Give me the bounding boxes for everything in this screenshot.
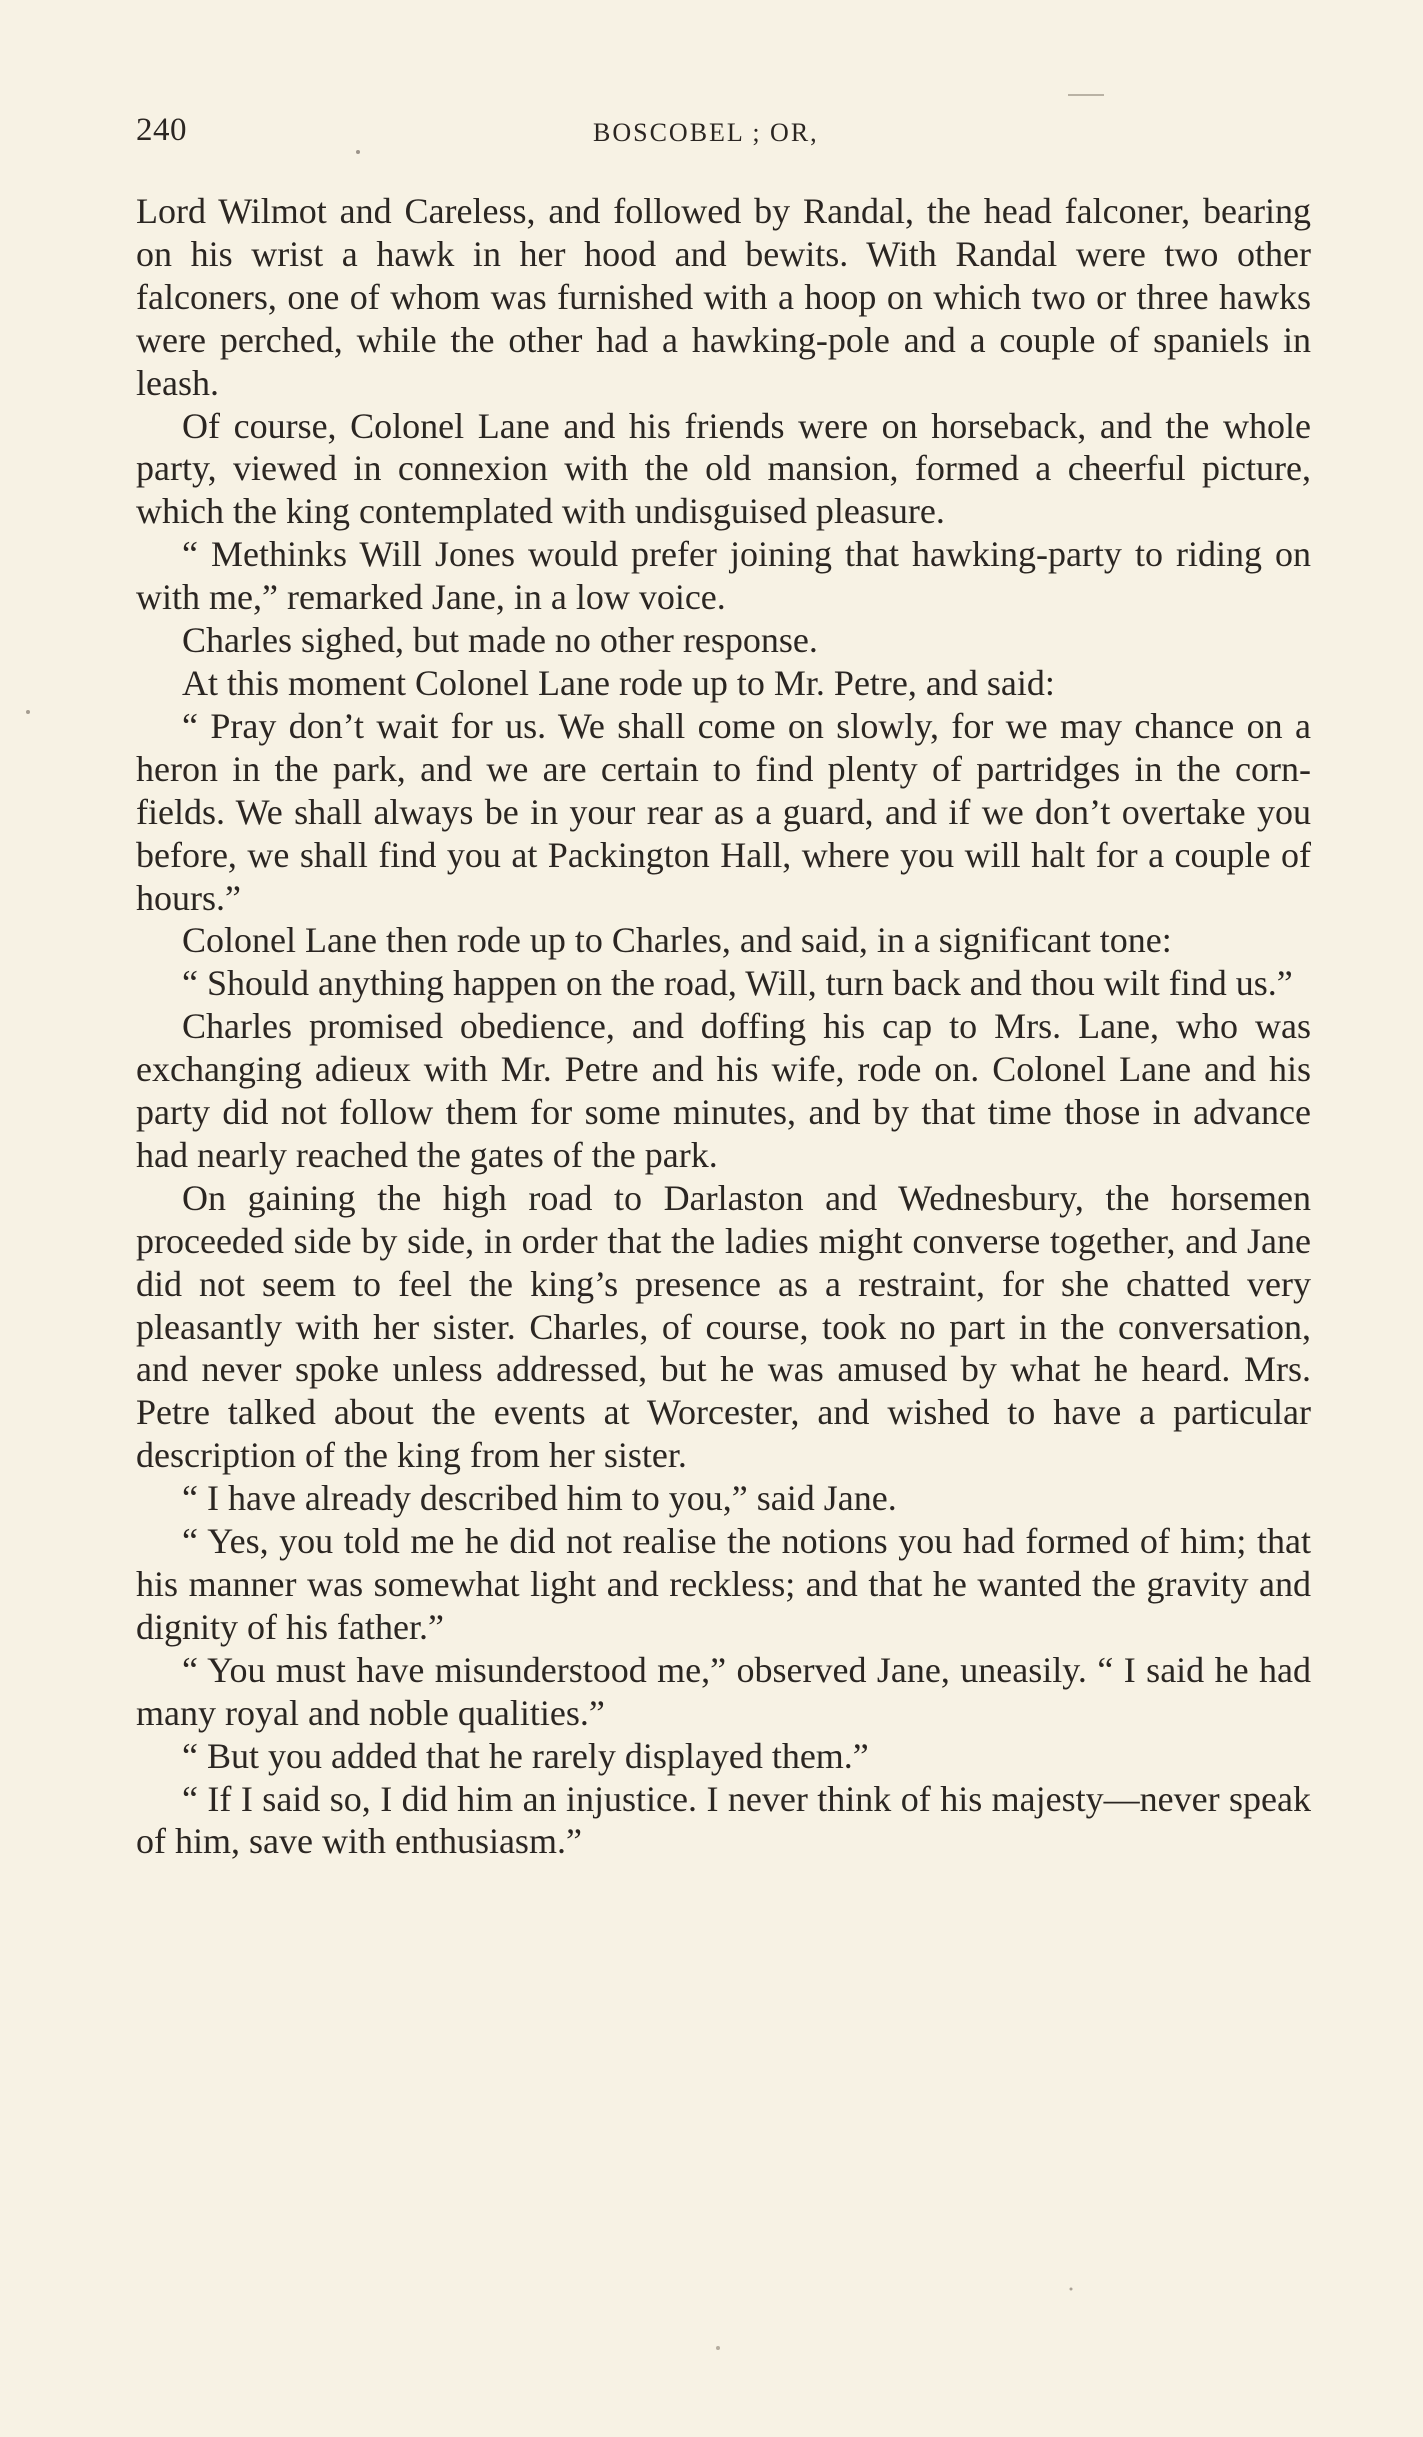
running-title: BOSCOBEL ; OR, [593,118,819,147]
paragraph: “ But you added that he rarely displayed them.” [182,1735,869,1776]
paragraph: “ Methinks Will Jones would prefer joining that hawking-party to riding on with me,” remarked Jane, in a low voice. [136,534,1311,618]
speck-mark [716,2346,720,2350]
paragraph: “ Should anything happen on the road, Will, turn back and thou wilt find us.” [182,963,1293,1004]
paragraph: Colonel Lane then rode up to Charles, and said, in a significant tone: [182,920,1172,961]
paragraph: “ You must have misunderstood me,” observed Jane, uneasily. “ I said he had many royal and noble qualities.” [136,1649,1311,1733]
paragraph: Charles sighed, but made no other response. [182,620,818,661]
speck-mark [26,710,30,714]
speck-mark [1070,2288,1073,2291]
paragraph: Lord Wilmot and Careless, and followed by Randal, the head falconer, bearing on his wrist a hawk in her hood and bewits. With Randal were two other falconers, one of whom was furnished with a hoop on which two or three hawks were perched, while the other had a hawking-pole and a couple of spaniels in leash. [136,191,1311,403]
speck-mark [356,150,360,154]
paragraph: On gaining the high road to Darlaston and Wednesbury, the horsemen proceeded side by side, in order that the ladies might converse together, and Jane did not seem to feel the king’s presence as a restraint, for she chatted very pleasantly with her sister. Charles, of course, took no part in the conversation, and never spoke unless addressed, but he was amused by what he heard. Mrs. Petre talked about the events at Worcester, and wished to have a particular description of the king from her sister. [136,1177,1311,1476]
paragraph: “ If I said so, I did him an injustice. I never think of his majesty—never speak of him, save with enthusiasm.” [136,1778,1311,1862]
paragraph: “ I have already described him to you,” said Jane. [182,1478,897,1519]
paragraph: Of course, Colonel Lane and his friends were on horseback, and the whole party, viewed in connexion with the old mansion, formed a cheerful picture, which the king contemplated with undisguised pleasure. [136,405,1311,532]
paragraph: “ Pray don’t wait for us. We shall come on slowly, for we may chance on a heron in the park, and we are certain to find plenty of partridges in the corn-fields. We shall always be in your rear as a guard, and if we don’t overtake you before, we shall find you at Packington Hall, where you will halt for a couple of hours.” [136,705,1311,918]
paragraph: Charles promised obedience, and doffing his cap to Mrs. Lane, who was exchanging adieux with Mr. Petre and his wife, rode on. Colonel Lane and his party did not follow them for some minutes, and by that time those in advance had nearly reached the gates of the park. [136,1006,1311,1175]
paragraph: “ Yes, you told me he did not realise the notions you had formed of him; that his manner was somewhat light and reckless; and that he wanted the gravity and dignity of his father.” [136,1521,1311,1647]
page-number: 240 [136,112,187,148]
paragraph: At this moment Colonel Lane rode up to Mr. Petre, and said: [182,662,1055,703]
